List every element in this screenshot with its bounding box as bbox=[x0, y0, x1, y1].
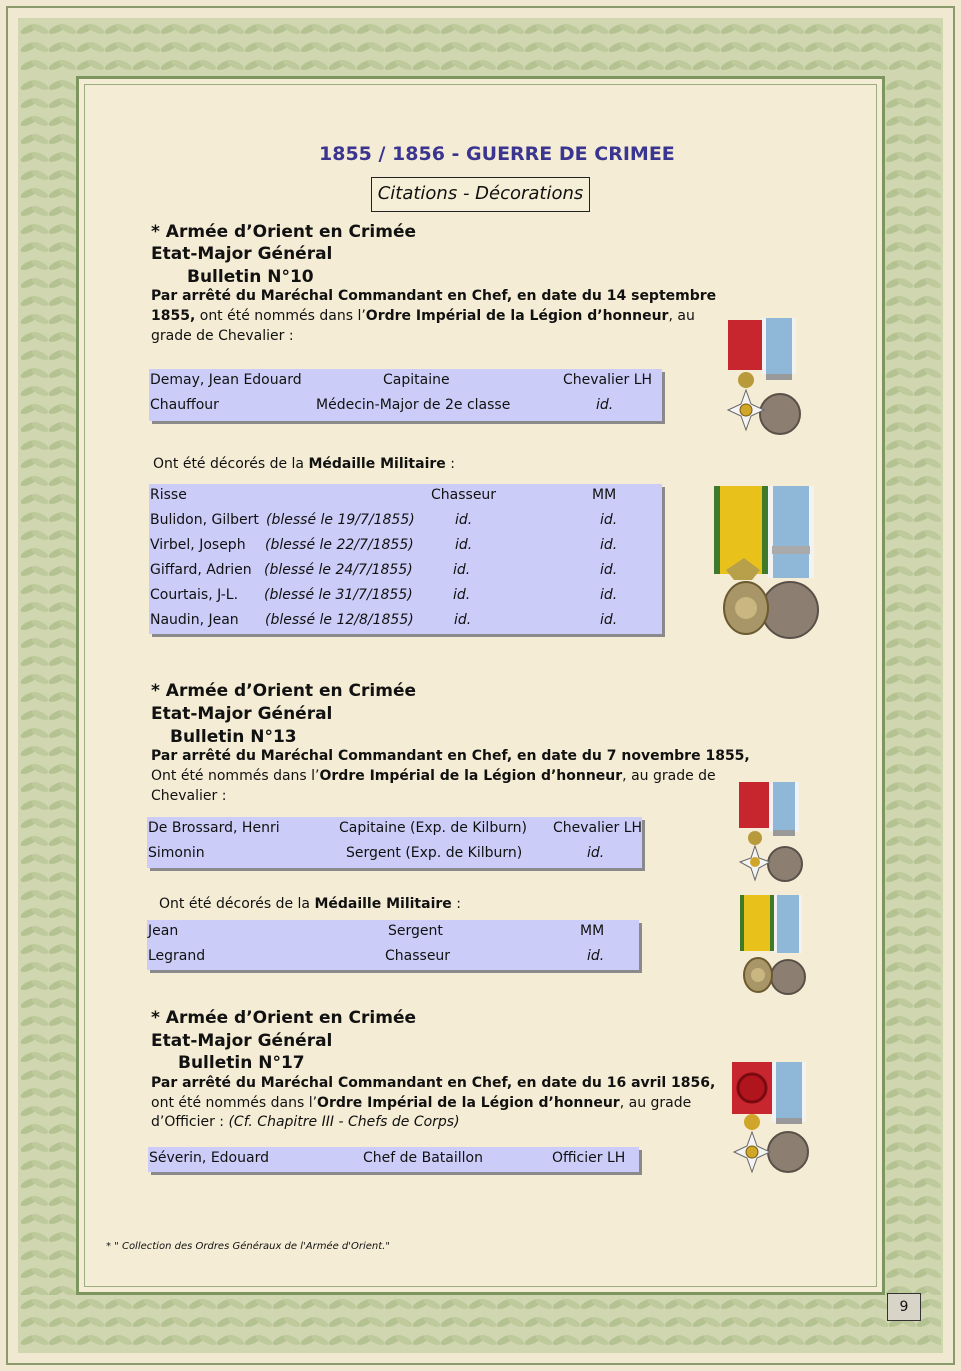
cell-award: id. bbox=[600, 612, 618, 628]
cell-award: id. bbox=[587, 845, 605, 861]
table-row bbox=[147, 817, 642, 842]
cell-award: Chevalier LH bbox=[553, 820, 643, 836]
cell-note: (blessé le 19/7/1855) bbox=[266, 512, 415, 528]
medaille-militaire-crimea-medal-icon bbox=[736, 893, 806, 1003]
section-1-header: * Armée d’Orient en Crimée bbox=[151, 222, 417, 242]
laurel-pattern-bottom bbox=[20, 1295, 941, 1351]
section-3-staff: Etat-Major Général bbox=[151, 1031, 333, 1051]
subtitle: Citations - Décorations bbox=[377, 183, 584, 204]
legion-honneur-officier-crimea-medal-icon bbox=[728, 1060, 812, 1182]
cell-award: id. bbox=[596, 397, 614, 413]
section-1-intro-line1: Par arrêté du Maréchal Commandant en Chef, en date du 14 septembre bbox=[151, 288, 717, 304]
table-row bbox=[147, 945, 639, 970]
legion-honneur-chevalier-crimea-medal-icon bbox=[722, 318, 802, 444]
cell-name: Naudin, Jean bbox=[150, 612, 239, 628]
section-3-bulletin: Bulletin N°17 bbox=[178, 1053, 305, 1073]
cell-name: Legrand bbox=[148, 948, 206, 964]
cell-award: id. bbox=[600, 587, 618, 603]
cell-name: Bulidon, Gilbert bbox=[150, 512, 259, 528]
section-1-mm-intro: Ont été décorés de la Médaille Militaire : bbox=[153, 456, 455, 472]
section-2-header: * Armée d’Orient en Crimée bbox=[151, 681, 417, 701]
section-1-intro-line3: grade de Chevalier : bbox=[151, 328, 294, 344]
section-3-intro-line1: Par arrêté du Maréchal Commandant en Chef, en date du 16 avril 1856, bbox=[151, 1075, 716, 1091]
section-3-intro-line3: d’Officier : (Cf. Chapitre III - Chefs de Corps) bbox=[151, 1114, 460, 1130]
cell-name: Jean bbox=[148, 923, 179, 939]
table-row bbox=[149, 534, 662, 559]
laurel-pattern-left bbox=[20, 76, 76, 1295]
cell-award: Officier LH bbox=[552, 1150, 626, 1166]
cell-rank: Chasseur bbox=[431, 487, 497, 503]
cell-rank: Capitaine (Exp. de Kilburn) bbox=[339, 820, 527, 836]
page-title: 1855 / 1856 - GUERRE DE CRIMEE bbox=[319, 143, 675, 165]
section-1-intro-line2: 1855, ont été nommés dans l’Ordre Impérial de la Légion d’honneur, au bbox=[151, 308, 695, 324]
cell-rank: id. bbox=[455, 512, 473, 528]
cell-award: MM bbox=[592, 487, 617, 503]
section-2-lh-table bbox=[147, 817, 642, 868]
cell-rank: Médecin-Major de 2e classe bbox=[316, 397, 511, 413]
cell-award: Chevalier LH bbox=[563, 372, 653, 388]
section-1-staff: Etat-Major Général bbox=[151, 244, 333, 264]
section-2-intro-line2: Ont été nommés dans l’Ordre Impérial de la Légion d’honneur, au grade de bbox=[151, 768, 716, 784]
table-row bbox=[148, 1147, 639, 1172]
laurel-pattern-top bbox=[20, 20, 941, 76]
table-row bbox=[149, 484, 662, 509]
section-3-header: * Armée d’Orient en Crimée bbox=[151, 1008, 417, 1028]
section-2-staff: Etat-Major Général bbox=[151, 704, 333, 724]
legion-honneur-chevalier-crimea-medal-icon bbox=[735, 780, 805, 890]
cell-award: id. bbox=[600, 512, 618, 528]
cell-award: id. bbox=[600, 562, 618, 578]
cell-note: (blessé le 24/7/1855) bbox=[264, 562, 413, 578]
page-number: 9 bbox=[887, 1293, 921, 1321]
cell-rank: id. bbox=[455, 537, 473, 553]
table-row bbox=[149, 394, 662, 419]
cell-award: MM bbox=[580, 923, 605, 939]
cell-note: (blessé le 12/8/1855) bbox=[265, 612, 414, 628]
cell-name: Chauffour bbox=[150, 397, 219, 413]
cell-rank: id. bbox=[454, 612, 472, 628]
cell-name: Virbel, Joseph bbox=[150, 537, 246, 553]
cell-rank: Capitaine bbox=[383, 372, 450, 388]
cell-rank: id. bbox=[453, 587, 471, 603]
section-2-bulletin: Bulletin N°13 bbox=[170, 727, 297, 747]
section-1-mm-table bbox=[149, 484, 662, 634]
cell-rank: Sergent (Exp. de Kilburn) bbox=[346, 845, 523, 861]
section-2-intro-line1: Par arrêté du Maréchal Commandant en Chef, en date du 7 novembre 1855, bbox=[151, 748, 750, 764]
cell-rank: id. bbox=[453, 562, 471, 578]
subtitle-box bbox=[371, 177, 590, 212]
laurel-pattern-right bbox=[885, 76, 941, 1295]
cell-rank: Chef de Bataillon bbox=[363, 1150, 483, 1166]
cell-rank: Chasseur bbox=[385, 948, 451, 964]
table-row bbox=[149, 609, 662, 634]
table-row bbox=[147, 842, 642, 867]
cell-name: Giffard, Adrien bbox=[150, 562, 252, 578]
table-row bbox=[149, 509, 662, 534]
cell-name: Courtais, J-L. bbox=[150, 587, 239, 603]
medaille-militaire-crimea-medal-icon bbox=[710, 484, 822, 646]
section-2-intro-line3: Chevalier : bbox=[151, 788, 227, 804]
table-row bbox=[149, 369, 662, 394]
section-3-intro-line2: ont été nommés dans l’Ordre Impérial de la Légion d’honneur, au grade bbox=[151, 1095, 692, 1111]
table-row bbox=[149, 584, 662, 609]
cell-name: Séverin, Edouard bbox=[149, 1150, 269, 1166]
cell-note: (blessé le 22/7/1855) bbox=[265, 537, 414, 553]
cell-name: Demay, Jean Edouard bbox=[150, 372, 302, 388]
section-2-mm-table bbox=[147, 920, 639, 970]
section-2-mm-intro: Ont été décorés de la Médaille Militaire : bbox=[159, 896, 461, 912]
cell-award: id. bbox=[587, 948, 605, 964]
cell-name: De Brossard, Henri bbox=[148, 820, 280, 836]
cell-name: Simonin bbox=[148, 845, 205, 861]
table-row bbox=[149, 559, 662, 584]
table-row bbox=[147, 920, 639, 945]
cell-note: (blessé le 31/7/1855) bbox=[264, 587, 413, 603]
cell-rank: Sergent bbox=[388, 923, 443, 939]
cell-award: id. bbox=[600, 537, 618, 553]
section-1-bulletin: Bulletin N°10 bbox=[187, 267, 314, 287]
section-3-lh-table bbox=[148, 1147, 639, 1172]
footnote: * " Collection des Ordres Généraux de l'Armée d'Orient." bbox=[106, 1241, 390, 1252]
cell-name: Risse bbox=[150, 487, 187, 503]
section-1-lh-table bbox=[149, 369, 662, 421]
